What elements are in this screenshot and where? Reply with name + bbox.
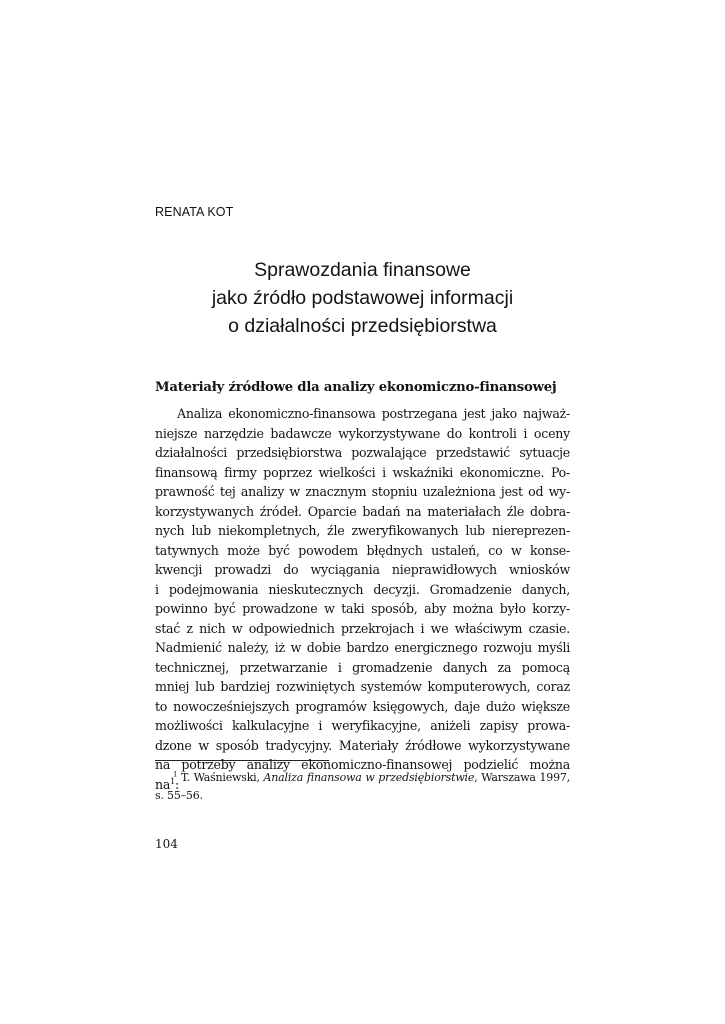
paragraph-line: powinno być prowadzone w taki sposób, aby można było korzy-: [155, 601, 570, 616]
section-heading: Materiały źródłowe dla analizy ekonomiczno-finansowej: [155, 380, 557, 395]
paragraph-line: dzone w sposób tradycyjny. Materiały źródłowe wykorzystywane: [155, 737, 570, 753]
paragraph-line: technicznej, przetwarzanie i gromadzenie danych za pomocą: [155, 659, 570, 675]
footnote-work-title: Analiza finansowa w przedsiębiorstwie: [263, 771, 475, 784]
article-title: [155, 256, 570, 340]
paragraph-line: kwencji prowadzi do wyciągania nieprawidłowych wniosków: [155, 562, 570, 577]
paragraph-line: możliwości kalkulacyjne i weryfikacyjne, aniżeli zapisy prowa-: [155, 718, 570, 733]
paragraph-line: korzystywanych źródeł. Oparcie badań na materiałach źle dobra-: [155, 503, 570, 519]
title-line: jako źródło podstawowej informacji: [211, 287, 514, 309]
paragraph-line: finansową firmy poprzez wielkości i wskaźniki ekonomiczne. Po-: [155, 464, 570, 480]
paragraph-line-suffix: :: [174, 776, 179, 792]
footnote-line: [155, 769, 570, 787]
paragraph-line: to nowocześniejszych programów księgowych, daje dużo większe: [155, 698, 570, 714]
paragraph-line: Analiza ekonomiczno-finansowa postrzegana jest jako najważ-: [177, 406, 570, 421]
paragraph-line: niejsze narzędzie badawcze wykorzystywane do kontroli i oceny: [155, 425, 570, 441]
page-number: 104: [155, 837, 178, 851]
footnote-number: 1: [173, 770, 178, 779]
paragraph-line: działalności przedsiębiorstwa pozwalające przedstawić sytuacje: [155, 445, 570, 460]
footnote: [155, 769, 570, 805]
paragraph-line: nych lub niekompletnych, źle zweryfikowanych lub niereprezen-: [155, 523, 570, 538]
footnote-divider: [155, 760, 329, 761]
paragraph-line: stać z nich w odpowiednich przekrojach i we właściwym czasie.: [155, 620, 570, 636]
footnote-reference[interactable]: 1: [170, 776, 175, 786]
footnote-line: s. 55–56.: [155, 789, 203, 802]
footnote-publication: , Warszawa 1997,: [474, 771, 571, 784]
title-line: o działalności przedsiębiorstwa: [228, 315, 497, 337]
paragraph-line-text: na: [155, 776, 171, 792]
paragraph-line: i podejmowania nieskutecznych decyzji. Gromadzenie danych,: [155, 581, 570, 597]
author-name: RENATA KOT: [155, 205, 234, 219]
paragraph-line: mniej lub bardziej rozwiniętych systemów komputerowych, coraz: [155, 679, 570, 694]
paragraph-line: na potrzeby analizy ekonomiczno-finansowej podzielić można: [155, 757, 570, 772]
paragraph-line: Nadmienić należy, iż w dobie bardzo energicznego rozwoju myśli: [155, 640, 570, 655]
body-paragraph: [155, 404, 570, 794]
title-line: Sprawozdania finansowe: [254, 259, 471, 281]
paragraph-line: tatywnych może być powodem błędnych ustaleń, co w konse-: [155, 542, 570, 558]
footnote-author: T. Waśniewski,: [181, 771, 264, 784]
paragraph-line: prawność tej analizy w znacznym stopniu uzależniona jest od wy-: [155, 484, 570, 499]
